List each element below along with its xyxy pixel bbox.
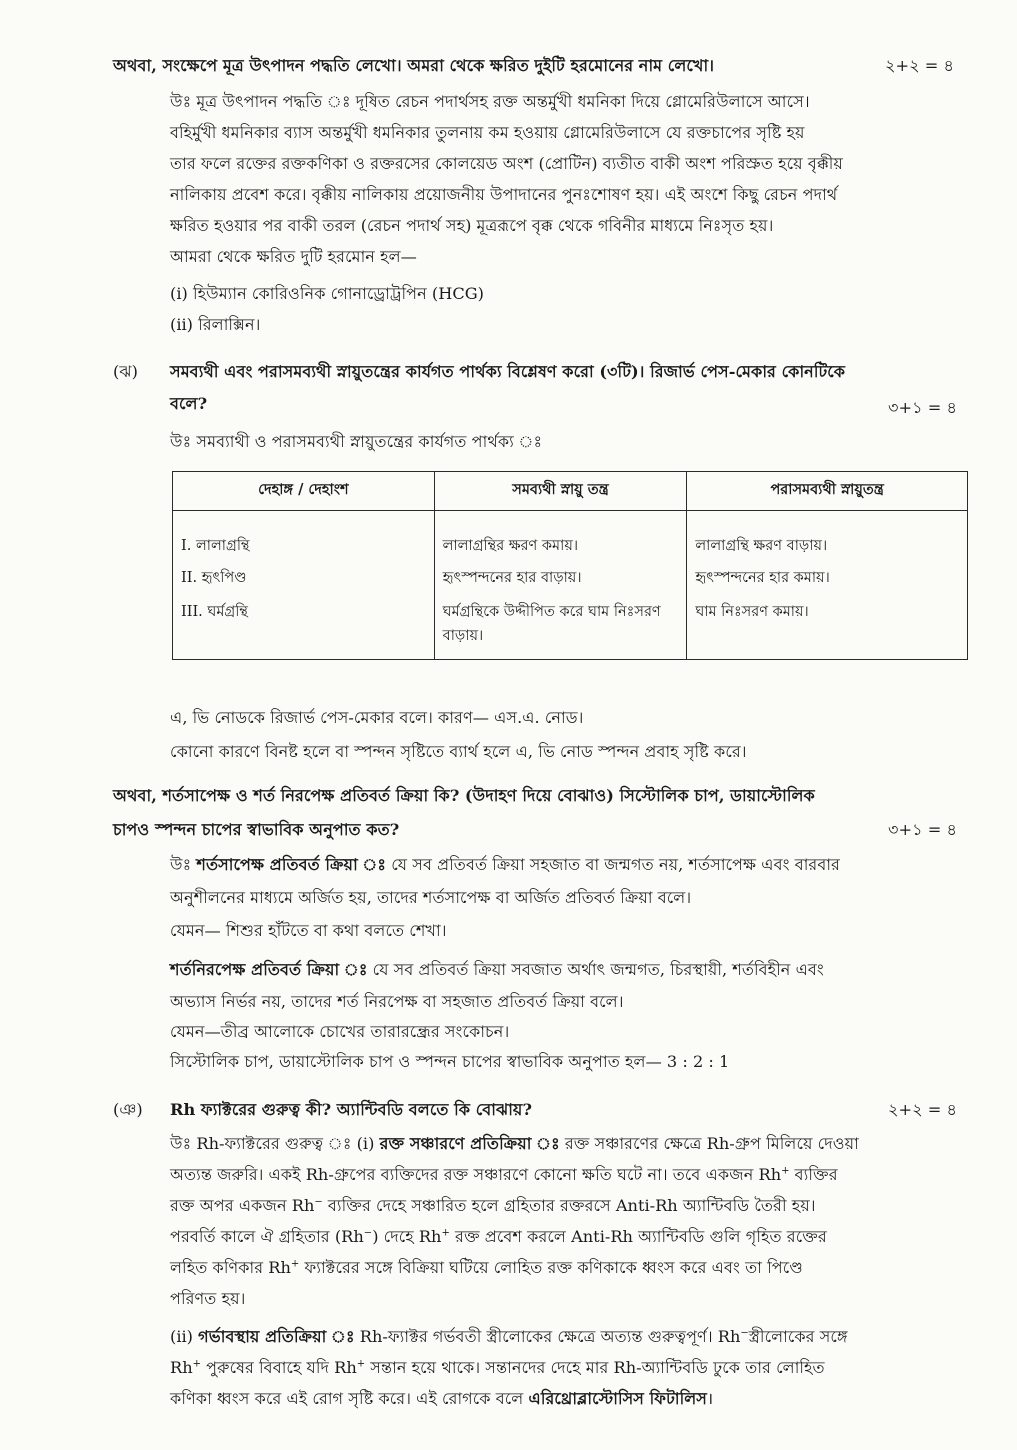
term-transfusion-reaction: রক্ত সঞ্চারণে প্রতিক্রিয়া ঃ	[379, 1134, 560, 1153]
answer-text: কণিকা ধ্বংস করে এই রোগ সৃষ্টি করে। এই রোগকে বলে	[170, 1389, 529, 1408]
q2-question-line2: বলে?	[170, 394, 208, 413]
q4-answer-line	[170, 1387, 713, 1411]
table-header-sympathetic: সমব্যথী স্নায়ু তন্ত্র	[434, 472, 687, 511]
answer-text: পুরুষের বিবাহে যদি Rh	[201, 1358, 357, 1377]
term-pregnancy-reaction: গর্ভাবস্থায় প্রতিক্রিয়া ঃ	[198, 1327, 355, 1346]
superscript: +	[192, 1358, 202, 1370]
q1-hormone-item: (ii) রিলাক্সিন।	[170, 315, 261, 334]
answer-text: রক্ত অপর একজন Rh	[170, 1196, 315, 1215]
q4-answer-line: পরিণত হয়।	[170, 1289, 246, 1308]
answer-text: ব্যক্তির দেহে সঞ্চারিত হলে গ্রহিতার রক্তরসে Anti-Rh অ্যান্টিবডি তৈরী হয়।	[322, 1196, 816, 1215]
answer-text: যে সব প্রতিবর্ত ক্রিয়া সবজাত অর্থাৎ জন্মগত, চিরস্থায়ী, শর্তবিহীন এবং	[367, 960, 824, 979]
difference-table	[172, 471, 968, 660]
answer-text: পরবর্তি কালে ঐ গ্রহিতার (Rh	[170, 1227, 364, 1246]
q3-answer2-example: যেমন—তীব্র আলোকে চোখের তারারন্ধ্রের সংকোচন।	[170, 1022, 510, 1041]
q3-marks: ৩+১ = ৪	[888, 820, 957, 839]
answer-text: রক্ত প্রবেশ করলে Anti-Rh অ্যান্টিবডি গুলি গৃহিত রক্তের	[449, 1227, 827, 1246]
table-header-organ: দেহাঙ্গ / দেহাংশ	[173, 472, 435, 511]
table-cell: ঘাম নিঃসরণ কমায়।	[687, 601, 968, 660]
q1-answer-line: উঃ মূত্র উৎপাদন পদ্ধতি ঃ দূষিত রেচন পদার্থসহ রক্ত অন্তর্মুখী ধমনিকা দিয়ে গ্লোমেরিউলাসে আসে।	[170, 92, 810, 111]
term-erythroblastosis: এরিথ্রোব্লাস্টোসিস ফিটালিস	[528, 1389, 707, 1408]
q4-label: (ঞ)	[113, 1100, 143, 1119]
q2-after-line: এ, ভি নোডকে রিজার্ভ পেস-মেকার বলে। কারণ— এস.এ. নোড।	[170, 708, 584, 727]
term-unconditioned-reflex: শর্তনিরপেক্ষ প্রতিবর্ত ক্রিয়া ঃ	[170, 960, 368, 979]
q1-marks: ২+২ = ৪	[885, 56, 954, 75]
table-cell: হৃৎস্পন্দনের হার কমায়।	[687, 567, 968, 601]
q3-answer2-line1	[170, 958, 824, 982]
superscript: +	[356, 1358, 366, 1370]
q2-answer-intro: উঃ সমব্যাথী ও পরাসমব্যথী স্নায়ুতন্ত্রের কার্যগত পার্থক্য ঃ	[170, 432, 543, 451]
answer-text: লহিত কণিকার Rh	[170, 1258, 291, 1277]
q4-answer-line	[170, 1356, 825, 1380]
superscript: −	[740, 1327, 749, 1339]
q3-answer1-line1	[170, 853, 840, 877]
answer-prefix: উঃ	[170, 855, 197, 874]
q3-answer1-line2: অনুশীলনের মাধ্যমে অর্জিত হয়, তাদের শর্তসাপেক্ষ বা অর্জিত প্রতিবর্ত ক্রিয়া বলে।	[170, 888, 692, 907]
q1-answer-line: নালিকায় প্রবেশ করে। বৃক্কীয় নালিকায় প্রয়োজনীয় উপাদানের পুনঃশোষণ হয়। এই অংশে কিছু রেচন পদার্থ	[170, 185, 838, 204]
table-cell: হৃৎস্পন্দনের হার বাড়ায়।	[434, 567, 687, 601]
answer-text: যে সব প্রতিবর্ত ক্রিয়া সহজাত বা জন্মগত নয়, শর্তসাপেক্ষ এবং বারবার	[386, 855, 840, 874]
answer-text: সন্তান হয়ে থাকে। সন্তানদের দেহে মার Rh-অ্যান্টিবডি ঢুকে তার লোহিত	[365, 1358, 825, 1377]
superscript: +	[290, 1258, 300, 1270]
table-row	[173, 511, 968, 568]
q1-answer-line: আমরা থেকে ক্ষরিত দুটি হরমোন হল—	[170, 247, 417, 266]
answer-text: স্ত্রীলোকের সঙ্গে	[748, 1327, 848, 1346]
table-cell: II. হৃৎপিণ্ড	[173, 567, 435, 601]
answer-text: ব্যক্তির	[789, 1165, 838, 1184]
q4-answer-line	[170, 1132, 859, 1156]
q4-marks: ২+২ = ৪	[888, 1100, 957, 1119]
answer-text: Rh	[170, 1358, 193, 1377]
q1-hormone-item: (i) হিউম্যান কোরিওনিক গোনাড্রোট্রপিন (HCG)	[170, 284, 484, 303]
table-cell: III. ঘর্মগ্রন্থি	[173, 601, 435, 660]
q3-answer2-line2: অভ্যাস নির্ভর নয়, তাদের শর্ত নিরপেক্ষ বা সহজাত প্রতিবর্ত ক্রিয়া বলে।	[170, 992, 624, 1011]
table-cell: লালাগ্রন্থি ক্ষরণ বাড়ায়।	[687, 511, 968, 568]
q2-question-line1: সমব্যথী এবং পরাসমব্যথী স্নায়ুতন্ত্রের কার্যগত পার্থক্য বিশ্লেষণ করো (৩টি)। রিজার্ভ পেস-মেকার কোনটিকে	[170, 362, 846, 381]
answer-text: উঃ Rh-ফ্যাক্টরের গুরুত্ব ঃ (i)	[170, 1134, 380, 1153]
q3-question-line2: চাপও স্পন্দন চাপের স্বাভাবিক অনুপাত কত?	[113, 820, 400, 839]
q2-after-line: কোনো কারণে বিনষ্ট হলে বা স্পন্দন সৃষ্টিতে ব্যার্থ হলে এ, ভি নোড স্পন্দন প্রবাহ সৃষ্টি করে।	[170, 742, 747, 761]
superscript: +	[781, 1165, 790, 1177]
superscript: −	[314, 1196, 323, 1208]
q4-answer-line	[170, 1325, 848, 1349]
answer-text: ) দেহে Rh	[372, 1227, 442, 1246]
answer-text: ।	[707, 1389, 714, 1408]
answer-text: Rh-ফ্যাক্টর গর্ভবতী স্ত্রীলোকের ক্ষেত্রে অত্যন্ত গুরুত্বপূর্ণ। Rh	[354, 1327, 741, 1346]
q4-question: Rh ফ্যাক্টরের গুরুত্ব কী? অ্যান্টিবডি বলতে কি বোঝায়?	[170, 1100, 532, 1119]
table-header-parasympathetic: পরাসমব্যথী স্নায়ুতন্ত্র	[687, 472, 968, 511]
answer-text: ফ্যাক্টরের সঙ্গে বিক্রিয়া ঘটিয়ে লোহিত রক্ত কণিকাকে ধ্বংস করে এবং তা পিণ্ডে	[299, 1258, 803, 1277]
table-cell: ঘর্মগ্রন্থিকে উদ্দীপিত করে ঘাম নিঃসরণ বাড়ায়।	[434, 601, 687, 660]
table-cell: লালাগ্রন্থির ক্ষরণ কমায়।	[434, 511, 687, 568]
q2-label: (ঝ)	[113, 362, 138, 381]
answer-text: (ii)	[170, 1327, 199, 1346]
q1-answer-line: তার ফলে রক্তের রক্তকণিকা ও রক্তরসের কোলয়েড অংশ (প্রোটিন) ব্যতীত বাকী অংশ পরিস্রুত হয়ে বৃক্কীয়	[170, 154, 843, 173]
table-row	[173, 567, 968, 601]
q1-answer-line: ক্ষরিত হওয়ার পর বাকী তরল (রেচন পদার্থ সহ) মূত্ররূপে বৃক্ক থেকে গবিনীর মাধ্যমে নিঃসৃত হয়।	[170, 216, 774, 235]
q4-answer-line	[170, 1225, 827, 1249]
q1-answer-line: বহির্মুখী ধমনিকার ব্যাস অন্তর্মুখী ধমনিকার তুলনায় কম হওয়ায় গ্লোমেরিউলাসে যে রক্তচাপের সৃষ্টি হয়	[170, 123, 805, 142]
q2-marks: ৩+১ = ৪	[888, 398, 957, 417]
table-row	[173, 601, 968, 660]
q3-answer1-example: যেমন— শিশুর হাঁটতে বা কথা বলতে শেখা।	[170, 921, 447, 940]
term-conditioned-reflex: শর্তসাপেক্ষ প্রতিবর্ত ক্রিয়া ঃ	[196, 855, 387, 874]
q3-ratio-line: সিস্টোলিক চাপ, ডায়াস্টোলিক চাপ ও স্পন্দন চাপের স্বাভাবিক অনুপাত হল— 3 : 2 : 1	[170, 1052, 730, 1071]
q4-answer-line	[170, 1194, 816, 1218]
superscript: −	[363, 1227, 373, 1239]
answer-text: রক্ত সঞ্চারণের ক্ষেত্রে Rh-গ্রুপ মিলিয়ে দেওয়া	[559, 1134, 859, 1153]
superscript: +	[441, 1227, 450, 1239]
answer-text: অত্যন্ত জরুরি। একই Rh-গ্রুপের ব্যক্তিদের রক্ত সঞ্চারণে কোনো ক্ষতি ঘটে না। তবে একজন Rh	[170, 1165, 782, 1184]
table-cell: I. লালাগ্রন্থি	[173, 511, 435, 568]
q4-answer-line	[170, 1256, 803, 1280]
q1-question: অথবা, সংক্ষেপে মূত্র উৎপাদন পদ্ধতি লেখো। অমরা থেকে ক্ষরিত দুইটি হরমোনের নাম লেখো।	[113, 56, 715, 75]
q3-question-line1: অথবা, শর্তসাপেক্ষ ও শর্ত নিরপেক্ষ প্রতিবর্ত ক্রিয়া কি? (উদাহণ দিয়ে বোঝাও) সিস্টোলিক চাপ, ডায়াস্টোলিক	[113, 786, 815, 805]
q4-answer-line	[170, 1163, 838, 1187]
